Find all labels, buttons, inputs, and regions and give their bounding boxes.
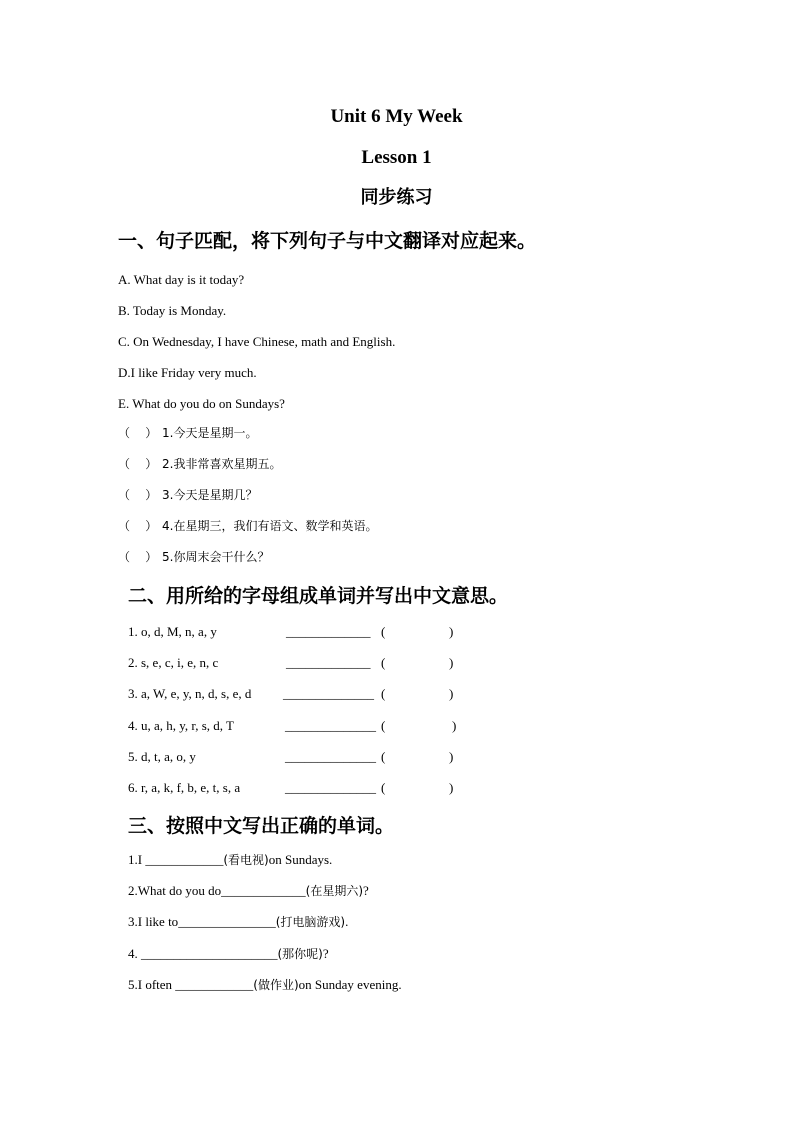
fill-in-item (128, 884, 369, 897)
scrambled-letters: 2. s, e, c, i, e, n, c (128, 655, 219, 671)
sentence-text: 3.I like to (128, 914, 179, 930)
meaning-paren-close: ) (449, 780, 454, 795)
answer-paren: （ ） (118, 519, 158, 533)
chinese-hint: (看电视) (223, 853, 269, 867)
chinese-hint: (在星期六) (305, 884, 364, 899)
sentence-text: 5.I often (128, 976, 176, 992)
answer-blank: _______________ (178, 914, 276, 930)
fill-in-item (128, 947, 329, 960)
sentence-text: . (345, 914, 349, 930)
answer-blank: _____________ (221, 883, 306, 899)
english-sentence: A. What day is it today? (118, 272, 245, 287)
sentence-text: on Sundays. (268, 852, 333, 867)
sentence-text: ? (322, 945, 329, 961)
english-sentence: C. On Wednesday, I have Chinese, math and English. (118, 334, 396, 349)
sentence-text: ? (363, 883, 369, 899)
english-sentence: D.I like Friday very much. (118, 365, 257, 380)
section2-heading: 二、用所给的字母组成单词并写出中文意思。 (128, 585, 509, 607)
section1-heading: 一、句子匹配，将下列句子与中文翻译对应起来。 (118, 230, 537, 252)
answer-blank: _____________________ (141, 945, 278, 961)
answer-paren: （ ） (118, 488, 158, 502)
chinese-translation: 1.今天是星期一。 (162, 426, 258, 440)
subtitle: 同步练习 (360, 187, 433, 208)
answer-blank: ______________ (285, 780, 376, 795)
sentence-text: 2.What do you do (128, 883, 222, 899)
scrambled-letters: 5. d, t, a, o, y (128, 748, 196, 764)
chinese-hint: (做作业) (253, 977, 299, 992)
fill-in-item (128, 978, 402, 991)
scrambled-letters: 4. u, a, h, y, r, s, d, T (128, 717, 234, 733)
meaning-paren-open: ( (381, 748, 386, 764)
answer-blank: _____________ (286, 624, 371, 639)
answer-blank: ____________ (175, 976, 254, 992)
meaning-paren-open: ( (381, 780, 386, 795)
sentence-text: on Sunday evening. (298, 976, 402, 992)
meaning-paren-open: ( (381, 686, 386, 702)
meaning-paren-close: ) (449, 748, 454, 764)
meaning-paren-close: ) (449, 655, 454, 671)
meaning-paren-close: ) (449, 624, 454, 639)
answer-blank: ______________ (285, 748, 376, 764)
meaning-paren-open: ( (381, 624, 386, 639)
chinese-translation: 5.你周末会干什么？ (162, 550, 270, 564)
english-sentence: B. Today is Monday. (118, 303, 227, 318)
meaning-paren-close: ) (452, 717, 457, 733)
answer-blank: ______________ (283, 686, 374, 702)
meaning-paren-close: ) (449, 686, 454, 702)
sentence-text: 4. (128, 945, 141, 961)
page-title: Unit 6 My Week (330, 106, 463, 127)
scrambled-letters: 6. r, a, k, f, b, e, t, s, a (128, 780, 241, 795)
english-sentence: E. What do you do on Sundays? (118, 396, 285, 411)
answer-paren: （ ） (118, 550, 158, 564)
scrambled-letters: 1. o, d, M, n, a, y (128, 624, 217, 639)
fill-in-item (128, 915, 348, 928)
chinese-hint: (打电脑游戏) (275, 915, 346, 930)
chinese-translation: 3.今天是星期几？ (162, 488, 258, 502)
lesson-title: Lesson 1 (361, 147, 432, 168)
meaning-paren-open: ( (381, 717, 386, 733)
answer-blank: ____________ (145, 852, 224, 867)
chinese-translation: 2.我非常喜欢星期五。 (162, 457, 282, 471)
fill-in-item (128, 853, 332, 866)
sentence-text: 1.I (128, 852, 146, 867)
chinese-translation: 4.在星期三，我们有语文、数学和英语。 (162, 519, 378, 533)
answer-blank: _____________ (286, 655, 371, 671)
answer-blank: ______________ (285, 717, 376, 733)
section3-heading: 三、按照中文写出正确的单词。 (128, 815, 395, 837)
scrambled-letters: 3. a, W, e, y, n, d, s, e, d (128, 686, 252, 702)
answer-paren: （ ） (118, 426, 158, 440)
chinese-hint: (那你呢) (277, 946, 323, 961)
meaning-paren-open: ( (381, 655, 386, 671)
answer-paren: （ ） (118, 457, 158, 471)
